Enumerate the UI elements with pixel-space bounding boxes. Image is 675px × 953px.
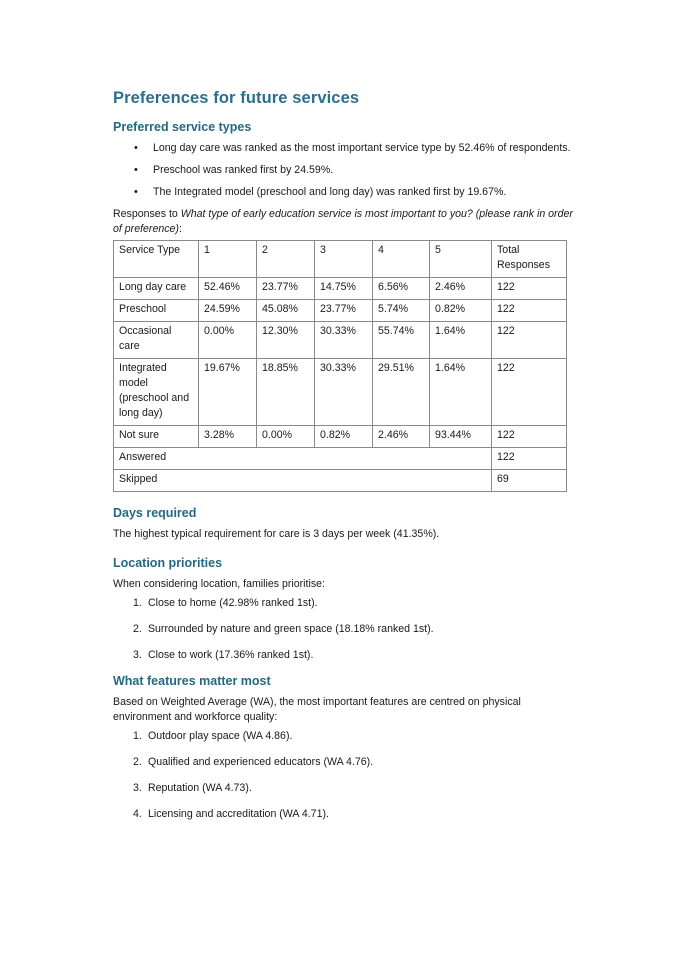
table-cell: 1.64% — [430, 359, 492, 426]
table-header: 5 — [430, 241, 492, 278]
list-item: 1. Outdoor play space (WA 4.86). — [133, 730, 293, 742]
table-cell: 12.30% — [257, 322, 315, 359]
location-intro: When considering location, families prioritise: — [113, 578, 325, 590]
table-cell: Not sure — [114, 426, 199, 448]
service-types-heading: Preferred service types — [113, 120, 252, 134]
table-cell: Occasional care — [114, 322, 199, 359]
table-row — [114, 278, 567, 300]
table-header: 4 — [373, 241, 430, 278]
table-cell: 23.77% — [257, 278, 315, 300]
table-cell: 30.33% — [315, 359, 373, 426]
answered-label: Answered — [114, 448, 492, 470]
table-cell: 55.74% — [373, 322, 430, 359]
list-item: • Preschool was ranked first by 24.59%. — [153, 163, 573, 178]
list-item: 2. Qualified and experienced educators (WA 4.76). — [133, 756, 374, 768]
table-cell: Long day care — [114, 278, 199, 300]
table-cell: 6.56% — [373, 278, 430, 300]
table-cell: 122 — [492, 322, 567, 359]
table-cell: 45.08% — [257, 300, 315, 322]
list-item: • Long day care was ranked as the most important service type by 52.46% of respondents. — [153, 141, 573, 156]
table-intro-suffix: : — [178, 223, 182, 235]
features-section — [113, 674, 573, 822]
table-header-row — [114, 241, 567, 278]
table-cell: 29.51% — [373, 359, 430, 426]
table-cell: 0.00% — [257, 426, 315, 448]
table-intro-prefix: Responses to — [113, 208, 181, 220]
skipped-row — [114, 470, 567, 492]
table-row — [114, 359, 567, 426]
list-item: 3. Close to work (17.36% ranked 1st). — [133, 649, 314, 661]
table-row — [114, 426, 567, 448]
location-list — [113, 596, 573, 663]
list-item: 4. Licensing and accreditation (WA 4.71). — [133, 808, 329, 820]
table-row — [114, 322, 567, 359]
features-heading: What features matter most — [113, 674, 271, 688]
service-types-bullets — [113, 141, 573, 200]
table-cell: 122 — [492, 359, 567, 426]
features-list — [113, 729, 573, 822]
table-cell: 5.74% — [373, 300, 430, 322]
table-cell: 0.82% — [315, 426, 373, 448]
table-header: Total Responses — [492, 241, 567, 278]
table-cell: Preschool — [114, 300, 199, 322]
skipped-value: 69 — [492, 470, 567, 492]
table-cell: 30.33% — [315, 322, 373, 359]
table-cell: 14.75% — [315, 278, 373, 300]
table-cell: 122 — [492, 300, 567, 322]
table-row — [114, 300, 567, 322]
table-header: 3 — [315, 241, 373, 278]
table-cell: 1.64% — [430, 322, 492, 359]
table-cell: 3.28% — [199, 426, 257, 448]
table-cell: 93.44% — [430, 426, 492, 448]
table-cell: 0.82% — [430, 300, 492, 322]
skipped-label: Skipped — [114, 470, 492, 492]
page-content — [113, 89, 573, 833]
table-cell: 2.46% — [373, 426, 430, 448]
table-cell: 52.46% — [199, 278, 257, 300]
table-cell: 122 — [492, 426, 567, 448]
table-cell: Integrated model (preschool and long day) — [114, 359, 199, 426]
list-item: 1. Close to home (42.98% ranked 1st). — [133, 597, 318, 609]
days-heading: Days required — [113, 506, 197, 520]
table-header: Service Type — [114, 241, 199, 278]
table-header: 2 — [257, 241, 315, 278]
days-text: The highest typical requirement for care is 3 days per week (41.35%). — [113, 528, 440, 540]
location-heading: Location priorities — [113, 556, 223, 570]
table-header: 1 — [199, 241, 257, 278]
table-cell: 2.46% — [430, 278, 492, 300]
page-title: Preferences for future services — [113, 89, 360, 107]
table-cell: 122 — [492, 278, 567, 300]
table-intro — [113, 207, 573, 237]
list-item: • The Integrated model (preschool and long day) was ranked first by 19.67%. — [153, 185, 573, 200]
features-intro: Based on Weighted Average (WA), the most important features are centred on physical environment and workforce quality: — [113, 696, 521, 723]
answered-value: 122 — [492, 448, 567, 470]
table-cell: 24.59% — [199, 300, 257, 322]
table-cell: 19.67% — [199, 359, 257, 426]
list-item: 2. Surrounded by nature and green space (18.18% ranked 1st). — [133, 623, 434, 635]
days-section — [113, 506, 573, 542]
service-type-table — [113, 240, 567, 492]
table-cell: 23.77% — [315, 300, 373, 322]
answered-row — [114, 448, 567, 470]
list-item: 3. Reputation (WA 4.73). — [133, 782, 252, 794]
survey-question: What type of early education service is most important to you? (please rank in order of preference) — [113, 208, 573, 235]
table-cell: 0.00% — [199, 322, 257, 359]
service-types-section — [113, 120, 573, 492]
location-section — [113, 556, 573, 663]
table-cell: 18.85% — [257, 359, 315, 426]
